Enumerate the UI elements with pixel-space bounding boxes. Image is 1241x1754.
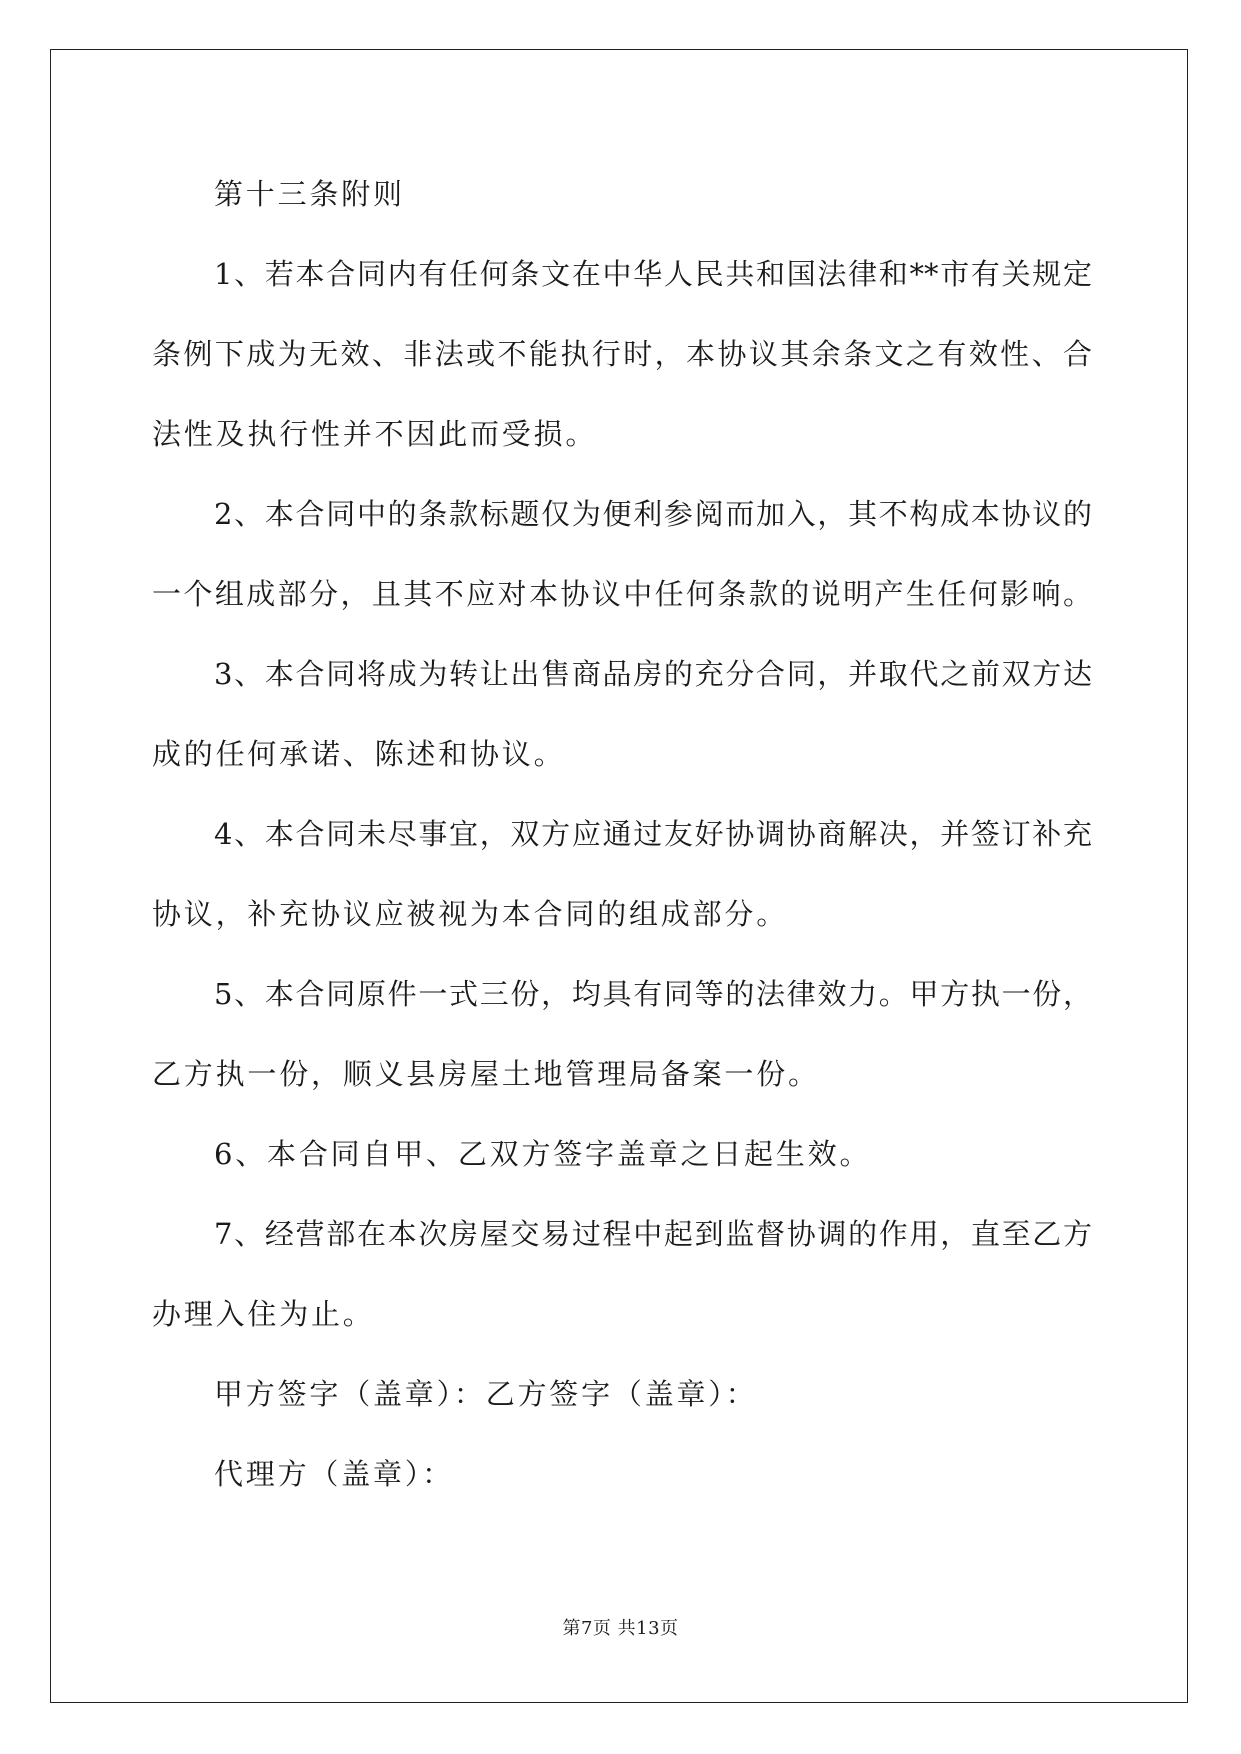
- clause-1-line-2: 条例下成为无效、非法或不能执行时，本协议其余条文之有效性、合: [152, 337, 1092, 371]
- clause-6-line-1: 6、本合同自甲、乙双方签字盖章之日起生效。: [214, 1137, 872, 1171]
- clause-2-line-1: 2、本合同中的条款标题仅为便利参阅而加入，其不构成本协议的: [214, 497, 1092, 531]
- signature-line-agent: 代理方（盖章）：: [214, 1457, 454, 1491]
- page-number-footer: 第7页 共13页: [562, 1618, 679, 1639]
- clause-1-line-1: 1、若本合同内有任何条文在中华人民共和国法律和**市有关规定: [214, 257, 1092, 291]
- article-heading: 第十三条附则: [214, 177, 405, 211]
- clause-3-line-1: 3、本合同将成为转让出售商品房的充分合同，并取代之前双方达: [214, 657, 1092, 691]
- clause-4-line-1: 4、本合同未尽事宜，双方应通过友好协调协商解决，并签订补充: [214, 817, 1092, 851]
- clause-5-line-2: 乙方执一份，顺义县房屋土地管理局备案一份。: [152, 1057, 820, 1091]
- signature-line-parties: 甲方签字（盖章）：乙方签字（盖章）：: [214, 1377, 758, 1411]
- clause-3-line-2: 成的任何承诺、陈述和协议。: [152, 737, 566, 771]
- clause-1-line-3: 法性及执行性并不因此而受损。: [152, 417, 598, 451]
- clause-2-line-2: 一个组成部分，且其不应对本协议中任何条款的说明产生任何影响。: [152, 577, 1092, 611]
- clause-7-line-1: 7、经营部在本次房屋交易过程中起到监督协调的作用，直至乙方: [214, 1217, 1092, 1251]
- clause-5-line-1: 5、本合同原件一式三份，均具有同等的法律效力。甲方执一份，: [214, 977, 1092, 1011]
- clause-7-line-2: 办理入住为止。: [152, 1297, 375, 1331]
- clause-4-line-2: 协议，补充协议应被视为本合同的组成部分。: [152, 897, 789, 931]
